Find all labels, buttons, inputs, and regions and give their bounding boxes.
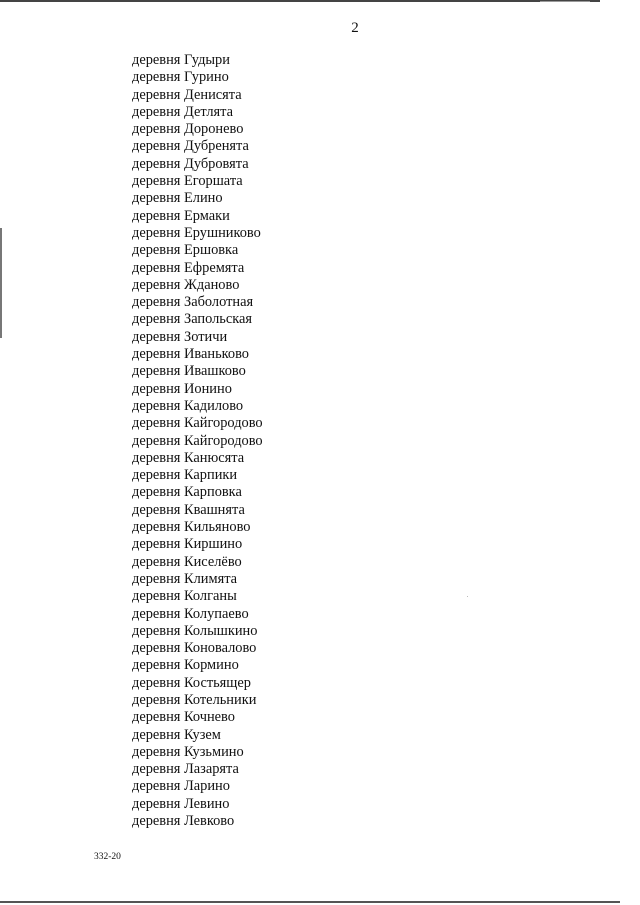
list-item: деревня Кайгородово xyxy=(132,415,263,432)
list-item: деревня Котельники xyxy=(132,691,257,708)
list-item: деревня Киршино xyxy=(132,536,243,553)
list-item: деревня Детлята xyxy=(132,103,233,120)
list-item: деревня Доронево xyxy=(132,121,244,138)
left-scan-mark xyxy=(0,228,2,338)
list-item: деревня Дубровята xyxy=(132,155,249,172)
list-item: деревня Егоршата xyxy=(132,173,243,190)
list-item: деревня Климята xyxy=(132,570,238,587)
list-item: деревня Квашнята xyxy=(132,501,245,518)
list-item: деревня Кайгородово xyxy=(132,432,263,449)
list-item: деревня Колупаево xyxy=(132,605,249,622)
document-code: 332-20 xyxy=(94,852,121,862)
scan-speck xyxy=(467,596,468,597)
list-item: деревня Гудыри xyxy=(132,52,230,68)
list-item: деревня Канюсята xyxy=(132,449,245,466)
list-item: деревня Ерушниково xyxy=(132,224,261,241)
list-item: деревня Ермаки xyxy=(132,207,230,224)
list-item: деревня Кильяново xyxy=(132,519,251,536)
list-item: деревня Заболотная xyxy=(132,294,254,311)
list-item: деревня Кузьмино xyxy=(132,743,244,760)
list-item: деревня Иваньково xyxy=(132,346,250,363)
page-number: 2 xyxy=(351,20,359,36)
list-item: деревня Киселёво xyxy=(132,553,242,570)
village-list xyxy=(132,52,263,830)
bottom-scan-edge xyxy=(0,901,620,903)
list-item: деревня Карповка xyxy=(132,484,242,501)
list-item: деревня Жданово xyxy=(132,276,240,293)
list-item: деревня Запольская xyxy=(132,311,253,328)
list-item: деревня Костьящер xyxy=(132,674,251,691)
list-item: деревня Ивашково xyxy=(132,363,246,380)
list-item: деревня Колышкино xyxy=(132,622,258,639)
list-item: деревня Елино xyxy=(132,190,223,207)
list-item: деревня Денисята xyxy=(132,86,242,103)
list-item: деревня Левково xyxy=(132,813,235,830)
list-item: деревня Кочнево xyxy=(132,709,235,726)
list-item: деревня Карпики xyxy=(132,467,238,484)
list-item: деревня Коновалово xyxy=(132,640,257,657)
list-item: деревня Кузем xyxy=(132,726,221,743)
list-item: деревня Лазарята xyxy=(132,761,239,778)
list-item: деревня Ионино xyxy=(132,380,232,397)
list-item: деревня Кадилово xyxy=(132,397,244,414)
top-scan-edge xyxy=(0,0,600,2)
list-item: деревня Колганы xyxy=(132,588,237,605)
list-item: деревня Ершовка xyxy=(132,242,239,259)
list-item: деревня Левино xyxy=(132,795,230,812)
top-scan-edge-faint xyxy=(540,1,590,2)
list-item: деревня Гурино xyxy=(132,69,229,86)
list-item: деревня Зотичи xyxy=(132,328,228,345)
list-item: деревня Кормино xyxy=(132,657,239,674)
list-item: деревня Ефремята xyxy=(132,259,245,276)
list-item: деревня Ларино xyxy=(132,778,230,795)
list-item: деревня Дубренята xyxy=(132,138,249,155)
